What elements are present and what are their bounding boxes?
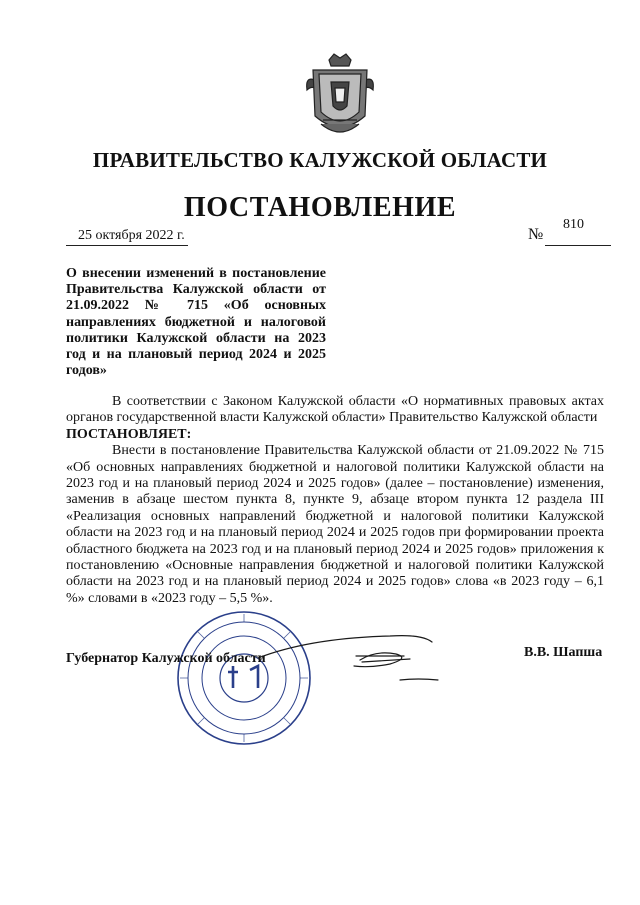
decree-word: ПОСТАНОВЛЯЕТ: <box>66 426 192 442</box>
intro-paragraph: В соответствии с Законом Калужской области «О нормативных правовых актах органов государственной власти Калужской области» Правительство Калужской области <box>66 394 604 426</box>
subject-text: О внесении изменений в постановление Правительства Калужской области от 21.09.2022 № 715 «Об основных направлениях бюджетной и налоговой политики Калужской области на 2023 год и на плановый период 2024 и 2025 годов» <box>66 266 326 379</box>
signatory-name: В.В. Шапша <box>524 645 603 660</box>
document-body <box>66 394 604 607</box>
document-number: 810 <box>563 217 584 232</box>
main-paragraph: Внести в постановление Правительства Калужской области от 21.09.2022 № 715 «Об основных направлениях бюджетной и налоговой политики Калужской области на 2023 год и на плановый период 2024 и 2025 годов» (далее – постановление) изменения, заменив в абзаце шестом пункта 8, пункте 9, абзаце втором пункта 12 раздела III «Реализация основных направлений бюджетной и налоговой политики Калужской области на 2023 год и на плановый период 2024 и 2025 годов при формировании проекта областного бюджета на 2023 год и на плановый период 2024 и 2025 годов» приложения к постановлению «Основные направления бюджетной и налоговой политики Калужской области на 2023 год и на плановый период 2024 и 2025 годов» слова «в 2023 году – 6,1 %» словами в «2023 году – 5,5 %». <box>66 443 604 606</box>
signatory-title: Губернатор Калужской области <box>66 651 266 666</box>
document-type-title: ПОСТАНОВЛЕНИЕ <box>183 192 457 223</box>
coat-of-arms-icon <box>301 50 379 142</box>
document-date-field <box>66 228 188 246</box>
document-subject <box>66 266 326 379</box>
organization-title: ПРАВИТЕЛЬСТВО КАЛУЖСКОЙ ОБЛАСТИ <box>92 148 548 172</box>
number-sign: № <box>528 226 544 243</box>
handwritten-signature <box>250 628 440 688</box>
document-date: 25 октября 2022 г. <box>78 228 185 243</box>
number-underline <box>545 231 611 246</box>
